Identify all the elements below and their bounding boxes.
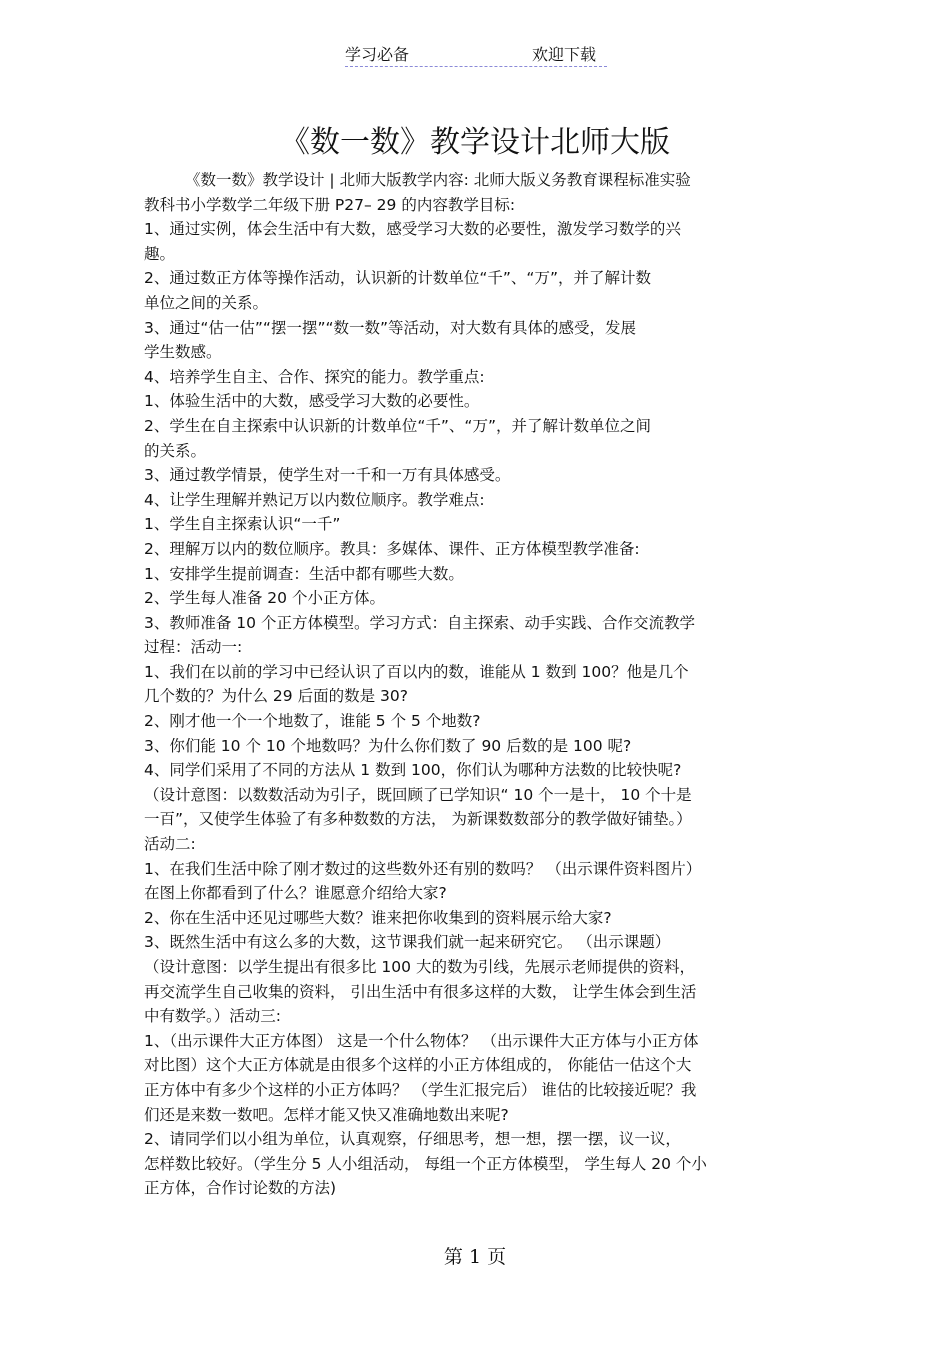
text-line: （设计意图：以数数活动为引子，既回顾了已学知识“ 10 个一是十， 10 个十是 bbox=[144, 785, 692, 804]
text-line: 《数一数》教学设计 | 北师大版教学内容: 北师大版义务教育课程标准实验 bbox=[185, 171, 691, 189]
text-line: 学生数感。 bbox=[144, 343, 222, 362]
text-line: 4、让学生理解并熟记万以内数位顺序。教学难点: bbox=[144, 490, 485, 509]
text-line: （设计意图：以学生提出有很多比 100 大的数为引线，先展示老师提供的资料， bbox=[144, 958, 695, 976]
text-line: 3、教师准备 10 个正方体模型。学习方式：自主探索、动手实践、合作交流教学 bbox=[144, 613, 695, 632]
document-title: 《数一数》教学设计北师大版 bbox=[280, 125, 670, 160]
text-line: 怎样数比较好。（学生分 5 人小组活动， 每组一个正方体模型， 学生每人 20 个小 bbox=[144, 1154, 707, 1173]
text-line: 中有数学。）活动三: bbox=[144, 1007, 281, 1026]
text-line: 们还是来数一数吧。怎样才能又快又准确地数出来呢? bbox=[144, 1105, 509, 1124]
text-line: 1、（出示课件大正方体图） 这是一个什么物体？ （出示课件大正方体与小正方体 bbox=[144, 1031, 699, 1050]
text-line: 在图上你都看到了什么？谁愿意介绍给大家? bbox=[144, 884, 447, 903]
text-line: 1、我们在以前的学习中已经认识了百以内的数，谁能从 1 数到 100？他是几个 bbox=[144, 662, 689, 681]
text-line: 3、既然生活中有这么多的大数，这节课我们就一起来研究它。 （出示课题） bbox=[144, 933, 671, 952]
text-line: 正方体中有多少个这样的小正方体吗？ （学生汇报完后） 谁估的比较接近呢？我 bbox=[144, 1080, 697, 1099]
text-line: 2、通过数正方体等操作活动，认识新的计数单位“千”、“万”，并了解计数 bbox=[144, 269, 651, 288]
text-line: 1、在我们生活中除了刚才数过的这些数外还有别的数吗？ （出示课件资料图片） bbox=[144, 859, 702, 878]
text-line: 3、你们能 10 个 10 个地数吗？为什么你们数了 90 后数的是 100 呢? bbox=[144, 736, 632, 755]
text-line: 再交流学生自己收集的资料， 引出生活中有很多这样的大数， 让学生体会到生活 bbox=[144, 982, 697, 1001]
text-line: 的关系。 bbox=[144, 441, 207, 460]
page-number: 第 1 页 bbox=[443, 1246, 507, 1268]
text-line: 正方体，合作讨论数的方法) bbox=[144, 1179, 337, 1198]
text-line: 4、培养学生自主、合作、探究的能力。教学重点: bbox=[144, 367, 485, 386]
text-line: 几个数的？为什么 29 后面的数是 30? bbox=[144, 687, 408, 706]
text-line: 2、理解万以内的数位顺序。教具：多媒体、课件、正方体模型教学准备: bbox=[144, 539, 640, 558]
text-line: 4、同学们采用了不同的方法从 1 数到 100，你们认为哪种方法数的比较快呢? bbox=[144, 761, 682, 780]
page-header bbox=[345, 40, 607, 67]
text-line: 1、体验生活中的大数，感受学习大数的必要性。 bbox=[144, 392, 480, 411]
text-line: 对比图）这个大正方体就是由很多个这样的小正方体组成的， 你能估一估这个大 bbox=[144, 1056, 692, 1075]
text-line: 活动二: bbox=[144, 835, 196, 854]
text-line: 教科书小学数学二年级下册 P27– 29 的内容教学目标: bbox=[144, 195, 516, 214]
text-line: 2、你在生活中还见过哪些大数？谁来把你收集到的资料展示给大家? bbox=[144, 908, 612, 927]
header-left-text: 学习必备 bbox=[345, 45, 410, 64]
text-line: 2、请同学们以小组为单位，认真观察，仔细思考，想一想，摆一摆，议一议， bbox=[144, 1130, 681, 1149]
text-line: 2、学生在自主探索中认识新的计数单位“千”、“万”，并了解计数单位之间 bbox=[144, 416, 651, 435]
document-body bbox=[144, 168, 816, 1201]
text-line: 单位之间的关系。 bbox=[144, 293, 269, 312]
text-line: 1、安排学生提前调查：生活中都有哪些大数。 bbox=[144, 564, 464, 583]
text-line: 3、通过教学情景，使学生对一千和一万有具体感受。 bbox=[144, 466, 511, 485]
text-line: 1、通过实例，体会生活中有大数，感受学习大数的必要性，激发学习数学的兴 bbox=[144, 220, 681, 239]
text-line: 过程：活动一: bbox=[144, 638, 243, 657]
text-line: 2、刚才他一个一个地数了，谁能 5 个 5 个地数? bbox=[144, 712, 481, 731]
text-line: 1、学生自主探索认识“一千” bbox=[144, 515, 341, 534]
header-right-text: 欢迎下载 bbox=[532, 45, 597, 64]
text-line: 3、通过“估一估”“摆一摆”“数一数”等活动，对大数有具体的感受，发展 bbox=[144, 318, 637, 337]
text-line: 趣。 bbox=[144, 244, 176, 263]
text-line: 2、学生每人准备 20 个小正方体。 bbox=[144, 589, 385, 608]
text-line: 一百”，又使学生体验了有多种数数的方法， 为新课数数部分的教学做好铺垫。） bbox=[144, 810, 692, 829]
